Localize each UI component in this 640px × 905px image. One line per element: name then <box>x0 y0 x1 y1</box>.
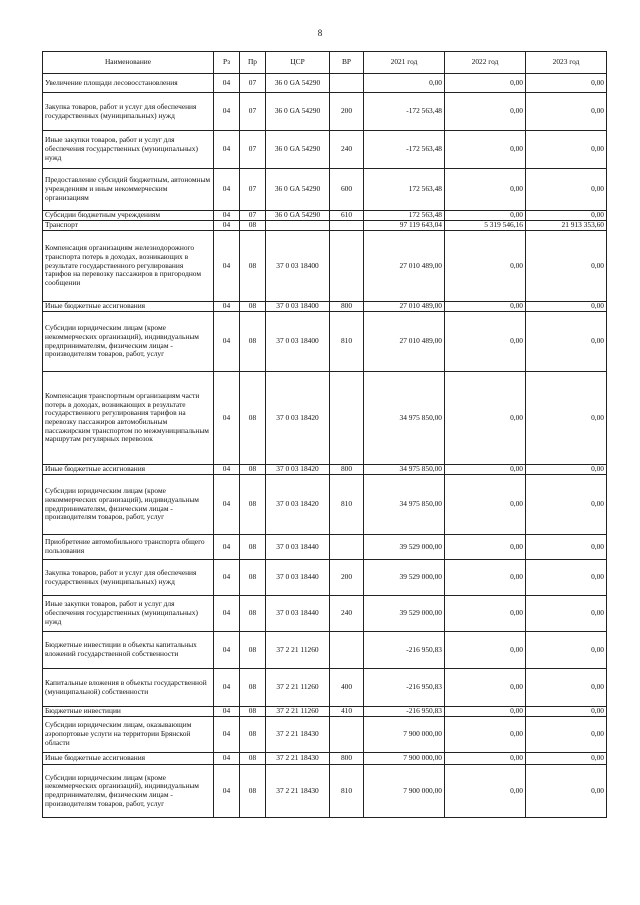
row-2021-amount: 27 010 489,00 <box>364 302 445 312</box>
row-vr <box>330 74 364 93</box>
row-2022-amount: 0,00 <box>445 669 526 707</box>
row-2022-amount: 0,00 <box>445 169 526 211</box>
header-2022: 2022 год <box>445 52 526 74</box>
row-2022-amount: 0,00 <box>445 596 526 632</box>
table-row <box>43 302 607 312</box>
row-2021-amount: 34 975 850,00 <box>364 475 445 535</box>
row-2023-amount: 0,00 <box>526 475 607 535</box>
row-name: Капитальные вложения в объекты государственной (муниципальной) собственности <box>43 669 214 707</box>
row-2023-amount: 0,00 <box>526 535 607 560</box>
row-2022-amount: 0,00 <box>445 632 526 669</box>
row-2023-amount: 0,00 <box>526 131 607 169</box>
row-rz: 04 <box>214 312 240 372</box>
row-2023-amount: 0,00 <box>526 560 607 596</box>
row-name: Бюджетные инвестиции в объекты капитальных вложений государственной собственности <box>43 632 214 669</box>
row-csr <box>266 221 330 231</box>
row-vr: 810 <box>330 765 364 818</box>
table-row <box>43 717 607 753</box>
row-pr: 08 <box>240 302 266 312</box>
table-row <box>43 535 607 560</box>
row-2022-amount: 0,00 <box>445 312 526 372</box>
row-name: Иные закупки товаров, работ и услуг для обеспечения государственных (муниципальных) нужд <box>43 131 214 169</box>
row-pr: 08 <box>240 221 266 231</box>
header-name: Наименование <box>43 52 214 74</box>
row-pr: 07 <box>240 131 266 169</box>
row-csr: 37 0 03 18420 <box>266 465 330 475</box>
header-csr: ЦСР <box>266 52 330 74</box>
row-2022-amount: 5 319 546,16 <box>445 221 526 231</box>
row-2023-amount: 0,00 <box>526 231 607 302</box>
row-pr: 08 <box>240 632 266 669</box>
row-csr: 37 2 21 11260 <box>266 632 330 669</box>
row-pr: 07 <box>240 169 266 211</box>
row-2023-amount: 0,00 <box>526 372 607 465</box>
table-row <box>43 169 607 211</box>
row-csr: 37 0 03 18420 <box>266 372 330 465</box>
row-csr: 37 0 03 18400 <box>266 231 330 302</box>
row-vr: 200 <box>330 93 364 131</box>
row-csr: 36 0 GA 54290 <box>266 211 330 221</box>
row-vr: 400 <box>330 669 364 707</box>
row-2021-amount: 34 975 850,00 <box>364 465 445 475</box>
row-rz: 04 <box>214 302 240 312</box>
row-2021-amount: -216 950,83 <box>364 707 445 717</box>
row-pr: 07 <box>240 211 266 221</box>
row-csr: 37 0 03 18400 <box>266 312 330 372</box>
row-csr: 37 2 21 11260 <box>266 707 330 717</box>
table-row <box>43 632 607 669</box>
row-rz: 04 <box>214 372 240 465</box>
row-csr: 37 2 21 18430 <box>266 717 330 753</box>
row-2021-amount: 39 529 000,00 <box>364 535 445 560</box>
row-2022-amount: 0,00 <box>445 211 526 221</box>
table-row <box>43 765 607 818</box>
row-rz: 04 <box>214 221 240 231</box>
row-pr: 08 <box>240 372 266 465</box>
row-2022-amount: 0,00 <box>445 231 526 302</box>
row-rz: 04 <box>214 131 240 169</box>
row-vr: 200 <box>330 560 364 596</box>
row-pr: 08 <box>240 596 266 632</box>
row-rz: 04 <box>214 596 240 632</box>
row-name: Предоставление субсидий бюджетным, автономным учреждениям и иным некоммерческим организациям <box>43 169 214 211</box>
table-row <box>43 372 607 465</box>
row-rz: 04 <box>214 669 240 707</box>
row-pr: 08 <box>240 535 266 560</box>
row-2022-amount: 0,00 <box>445 475 526 535</box>
row-pr: 07 <box>240 74 266 93</box>
row-rz: 04 <box>214 93 240 131</box>
row-vr <box>330 717 364 753</box>
row-csr: 37 0 03 18400 <box>266 302 330 312</box>
row-rz: 04 <box>214 765 240 818</box>
row-rz: 04 <box>214 560 240 596</box>
row-rz: 04 <box>214 465 240 475</box>
row-name: Закупка товаров, работ и услуг для обеспечения государственных (муниципальных) нужд <box>43 560 214 596</box>
row-2022-amount: 0,00 <box>445 765 526 818</box>
row-2021-amount: 0,00 <box>364 74 445 93</box>
row-2022-amount: 0,00 <box>445 717 526 753</box>
row-rz: 04 <box>214 74 240 93</box>
row-2023-amount: 0,00 <box>526 753 607 765</box>
row-rz: 04 <box>214 231 240 302</box>
row-vr <box>330 372 364 465</box>
header-vr: ВР <box>330 52 364 74</box>
row-rz: 04 <box>214 169 240 211</box>
row-name: Субсидии юридическим лицам (кроме некоммерческих организаций), индивидуальным предпринимателям, физическим лицам - производителям товаров, работ, услуг <box>43 475 214 535</box>
row-vr: 240 <box>330 596 364 632</box>
table-row <box>43 465 607 475</box>
row-2023-amount: 0,00 <box>526 302 607 312</box>
header-pr: Пр <box>240 52 266 74</box>
row-2022-amount: 0,00 <box>445 74 526 93</box>
row-name: Иные бюджетные ассигнования <box>43 465 214 475</box>
row-2023-amount: 0,00 <box>526 74 607 93</box>
table-row <box>43 669 607 707</box>
row-2022-amount: 0,00 <box>445 372 526 465</box>
row-vr <box>330 632 364 669</box>
row-2023-amount: 0,00 <box>526 93 607 131</box>
row-2023-amount: 0,00 <box>526 169 607 211</box>
row-name: Транспорт <box>43 221 214 231</box>
row-vr: 800 <box>330 302 364 312</box>
table-row <box>43 74 607 93</box>
row-2021-amount: -172 563,48 <box>364 131 445 169</box>
table-row <box>43 231 607 302</box>
row-csr: 37 0 03 18440 <box>266 535 330 560</box>
row-vr: 410 <box>330 707 364 717</box>
table-row <box>43 221 607 231</box>
row-name: Увеличение площади лесовосстановления <box>43 74 214 93</box>
row-name: Иные бюджетные ассигнования <box>43 753 214 765</box>
row-pr: 08 <box>240 475 266 535</box>
row-name: Субсидии бюджетным учреждениям <box>43 211 214 221</box>
row-vr <box>330 221 364 231</box>
header-2021: 2021 год <box>364 52 445 74</box>
table-row <box>43 475 607 535</box>
row-csr: 37 2 21 11260 <box>266 669 330 707</box>
row-2023-amount: 21 913 353,60 <box>526 221 607 231</box>
table-row <box>43 131 607 169</box>
row-2021-amount: 39 529 000,00 <box>364 560 445 596</box>
table-row <box>43 560 607 596</box>
row-2022-amount: 0,00 <box>445 707 526 717</box>
row-2021-amount: 27 010 489,00 <box>364 312 445 372</box>
table-row <box>43 93 607 131</box>
row-pr: 07 <box>240 93 266 131</box>
row-2021-amount: 27 010 489,00 <box>364 231 445 302</box>
row-2021-amount: 7 900 000,00 <box>364 717 445 753</box>
row-pr: 08 <box>240 707 266 717</box>
row-2022-amount: 0,00 <box>445 560 526 596</box>
header-rz: Рз <box>214 52 240 74</box>
row-2022-amount: 0,00 <box>445 93 526 131</box>
row-csr: 36 0 GA 54290 <box>266 169 330 211</box>
row-2023-amount: 0,00 <box>526 765 607 818</box>
row-name: Иные бюджетные ассигнования <box>43 302 214 312</box>
row-2022-amount: 0,00 <box>445 535 526 560</box>
table-row <box>43 707 607 717</box>
row-2021-amount: 34 975 850,00 <box>364 372 445 465</box>
page-number: 8 <box>317 28 323 38</box>
row-vr: 810 <box>330 475 364 535</box>
row-vr: 800 <box>330 465 364 475</box>
row-2021-amount: 97 119 643,04 <box>364 221 445 231</box>
row-vr: 240 <box>330 131 364 169</box>
row-name: Иные закупки товаров, работ и услуг для обеспечения государственных (муниципальных) нужд <box>43 596 214 632</box>
row-vr: 610 <box>330 211 364 221</box>
row-pr: 08 <box>240 753 266 765</box>
row-2022-amount: 0,00 <box>445 302 526 312</box>
row-2023-amount: 0,00 <box>526 465 607 475</box>
row-name: Субсидии юридическим лицам (кроме некоммерческих организаций), индивидуальным предпринимателям, физическим лицам - производителям товаров, работ, услуг <box>43 765 214 818</box>
row-2021-amount: -172 563,48 <box>364 93 445 131</box>
row-2022-amount: 0,00 <box>445 131 526 169</box>
header-2023: 2023 год <box>526 52 607 74</box>
row-vr: 810 <box>330 312 364 372</box>
row-2023-amount: 0,00 <box>526 632 607 669</box>
row-rz: 04 <box>214 475 240 535</box>
row-2021-amount: -216 950,83 <box>364 632 445 669</box>
row-name: Субсидии юридическим лицам (кроме некоммерческих организаций), индивидуальным предпринимателям, физическим лицам - производителям товаров, работ, услуг <box>43 312 214 372</box>
row-2021-amount: -216 950,83 <box>364 669 445 707</box>
table-header-row <box>43 52 607 74</box>
row-rz: 04 <box>214 717 240 753</box>
row-2023-amount: 0,00 <box>526 312 607 372</box>
row-pr: 08 <box>240 765 266 818</box>
row-pr: 08 <box>240 312 266 372</box>
row-name: Закупка товаров, работ и услуг для обеспечения государственных (муниципальных) нужд <box>43 93 214 131</box>
row-name: Приобретение автомобильного транспорта общего пользования <box>43 535 214 560</box>
row-pr: 08 <box>240 560 266 596</box>
row-vr <box>330 231 364 302</box>
row-csr: 37 0 03 18440 <box>266 596 330 632</box>
row-2023-amount: 0,00 <box>526 211 607 221</box>
row-name: Компенсация транспортным организациям части потерь в доходах, возникающих в результате государственного регулирования тарифов на перевозку пассажиров автомобильным пассажирским транспортом по межмуниципальным маршрутам регулярных перевозок <box>43 372 214 465</box>
row-2023-amount: 0,00 <box>526 707 607 717</box>
table-row <box>43 753 607 765</box>
row-csr: 37 0 03 18440 <box>266 560 330 596</box>
row-rz: 04 <box>214 211 240 221</box>
table-row <box>43 211 607 221</box>
row-vr: 600 <box>330 169 364 211</box>
row-rz: 04 <box>214 535 240 560</box>
row-name: Бюджетные инвестиции <box>43 707 214 717</box>
row-csr: 37 0 03 18420 <box>266 475 330 535</box>
row-csr: 36 0 GA 54290 <box>266 74 330 93</box>
row-csr: 36 0 GA 54290 <box>266 131 330 169</box>
row-2021-amount: 172 563,48 <box>364 169 445 211</box>
table-row <box>43 312 607 372</box>
row-2021-amount: 7 900 000,00 <box>364 753 445 765</box>
row-csr: 36 0 GA 54290 <box>266 93 330 131</box>
row-2022-amount: 0,00 <box>445 753 526 765</box>
row-rz: 04 <box>214 753 240 765</box>
table-row <box>43 596 607 632</box>
row-2022-amount: 0,00 <box>445 465 526 475</box>
row-rz: 04 <box>214 707 240 717</box>
row-2021-amount: 39 529 000,00 <box>364 596 445 632</box>
row-name: Субсидии юридическим лицам, оказывающим аэропортовые услуги на территории Брянской области <box>43 717 214 753</box>
row-vr <box>330 535 364 560</box>
row-2021-amount: 7 900 000,00 <box>364 765 445 818</box>
row-csr: 37 2 21 18430 <box>266 753 330 765</box>
row-vr: 800 <box>330 753 364 765</box>
row-2021-amount: 172 563,48 <box>364 211 445 221</box>
row-pr: 08 <box>240 465 266 475</box>
row-pr: 08 <box>240 669 266 707</box>
row-pr: 08 <box>240 717 266 753</box>
row-rz: 04 <box>214 632 240 669</box>
row-2023-amount: 0,00 <box>526 669 607 707</box>
budget-table <box>42 51 607 818</box>
row-2023-amount: 0,00 <box>526 596 607 632</box>
row-csr: 37 2 21 18430 <box>266 765 330 818</box>
row-pr: 08 <box>240 231 266 302</box>
row-2023-amount: 0,00 <box>526 717 607 753</box>
row-name: Компенсация организациям железнодорожного транспорта потерь в доходах, возникающих в результате государственного регулирования тарифов на перевозку пассажиров в пригородном сообщении <box>43 231 214 302</box>
